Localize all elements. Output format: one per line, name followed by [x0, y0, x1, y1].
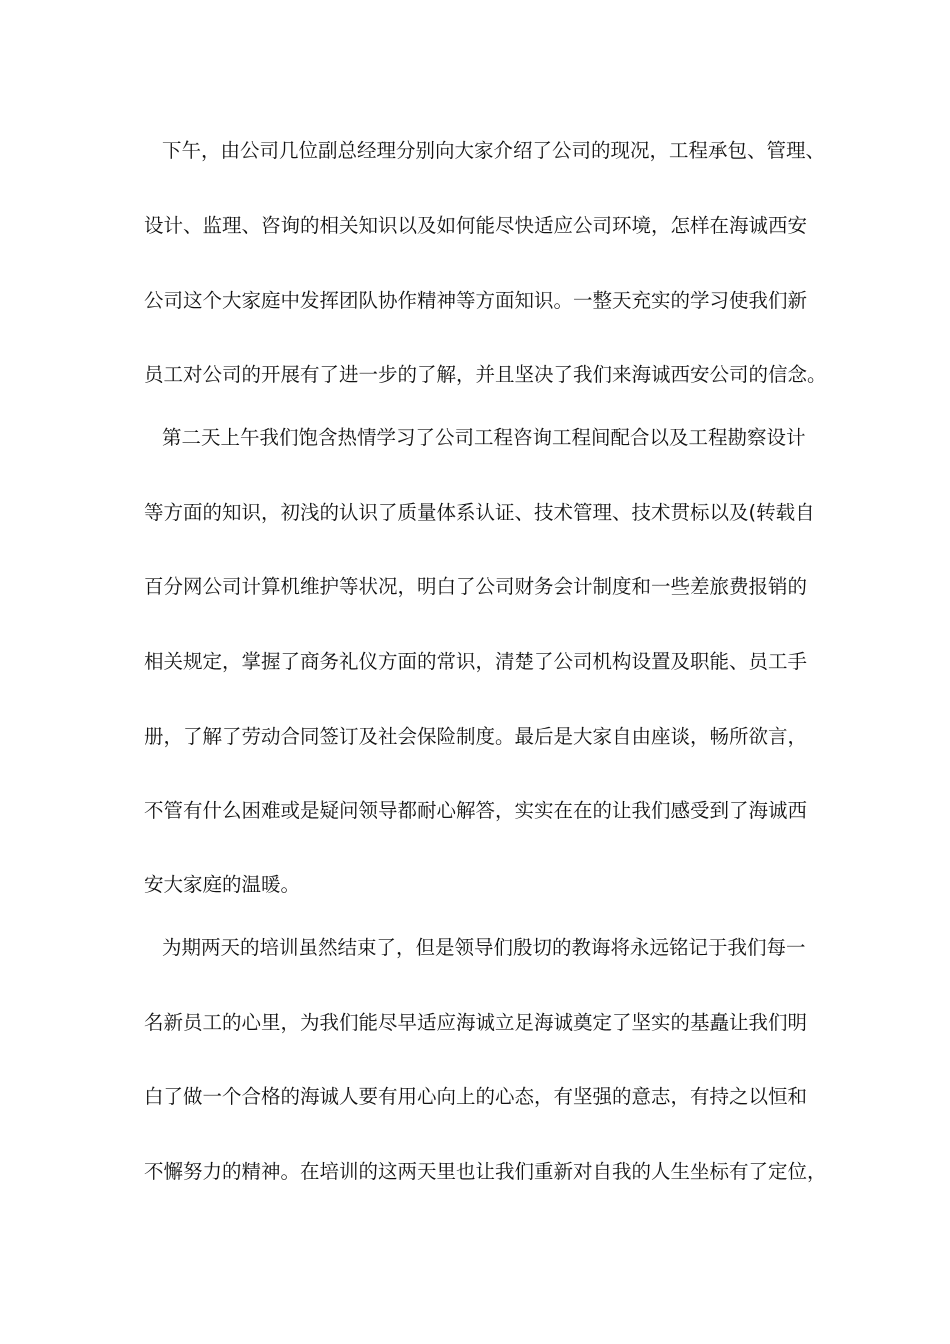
- text-line: 设计、监理、咨询的相关知识以及如何能尽快适应公司环境，怎样在海诚西安: [144, 214, 808, 237]
- text-line: 不管有什么困难或是疑问领导都耐心解答，实实在在的让我们感受到了海诚西: [144, 799, 808, 822]
- text-line: 名新员工的心里，为我们能尽早适应海诚立足海诚奠定了坚实的基矗让我们明: [144, 1011, 808, 1034]
- text-line: 为期两天的培训虽然结束了，但是领导们殷切的教诲将永远铭记于我们每一: [162, 936, 806, 959]
- text-line: 员工对公司的开展有了进一步的了解，并且坚决了我们来海诚西安公司的信念。: [144, 363, 827, 386]
- text-line: 不懈努力的精神。在培训的这两天里也让我们重新对自我的人生坐标有了定位，: [144, 1160, 827, 1183]
- text-line: 百分网公司计算机维护等状况，明白了公司财务会计制度和一些差旅费报销的: [144, 575, 808, 598]
- text-line: 白了做一个合格的海诚人要有用心向上的心态，有坚强的意志，有持之以恒和: [144, 1085, 808, 1108]
- text-line: 册，了解了劳动合同签订及社会保险制度。最后是大家自由座谈，畅所欲言，: [144, 725, 808, 748]
- text-line: 第二天上午我们饱含热情学习了公司工程咨询工程间配合以及工程勘察设计: [162, 426, 806, 449]
- text-line: 相关规定，掌握了商务礼仪方面的常识，清楚了公司机构设置及职能、员工手: [144, 650, 808, 673]
- text-line: 安大家庭的温暖。: [144, 873, 301, 896]
- text-line: 下午，由公司几位副总经理分别向大家介绍了公司的现况，工程承包、管理、: [162, 139, 826, 162]
- text-line: 公司这个大家庭中发挥团队协作精神等方面知识。一整天充实的学习使我们新: [144, 289, 808, 312]
- text-line: 等方面的知识，初浅的认识了质量体系认证、技术管理、技术贯标以及(转载自: [144, 501, 815, 524]
